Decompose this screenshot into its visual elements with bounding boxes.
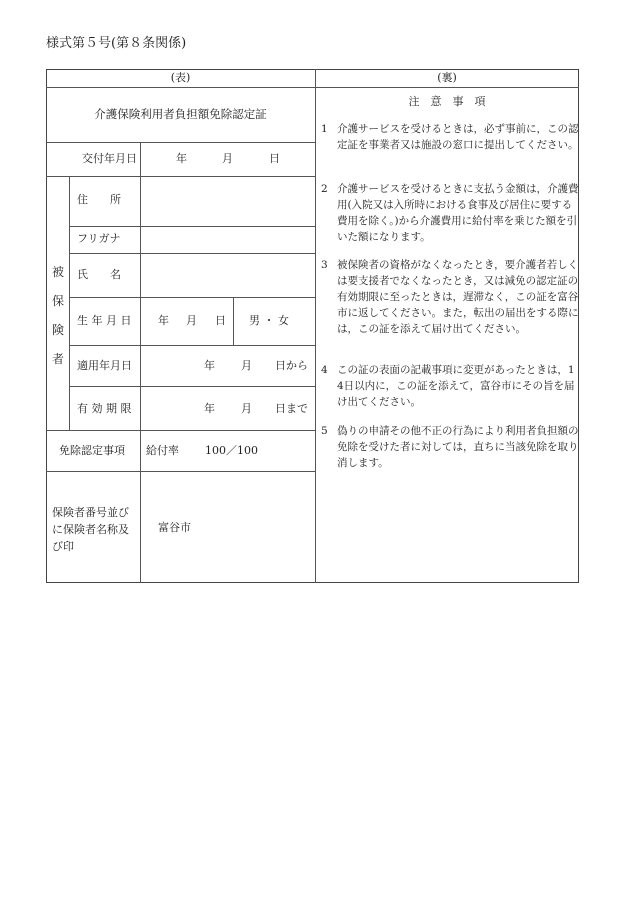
birth-date-label: 生 年 月 日 — [77, 314, 132, 327]
issue-day-unit: 日 — [269, 152, 280, 165]
front-header: (表) — [170, 71, 191, 84]
title-underline — [46, 142, 315, 143]
issue-date-underline — [46, 176, 315, 177]
address-underline — [69, 226, 315, 227]
note-text: 偽りの申請その他不正の行為により利用者負担額の免除を受けた者に対しては，直ちに当該免除を取り消します。 — [337, 425, 579, 469]
benefit-rate-value: 100／100 — [205, 444, 258, 457]
note-item — [321, 423, 579, 471]
note-item — [321, 181, 579, 245]
note-number: 5 — [321, 425, 328, 437]
address-label: 住 所 — [77, 193, 121, 206]
note-text: 介護サービスを受けるときは，必ず事前に，この認定証を事業者又は施設の窓口に提出してください。 — [337, 123, 579, 151]
certificate-title: 介護保険利用者負担額免除認定証 — [94, 107, 267, 121]
exemption-label: 免除認定事項 — [59, 444, 125, 457]
birth-underline — [69, 345, 315, 346]
header-underline — [46, 87, 579, 88]
name-label: 氏 名 — [77, 268, 121, 281]
note-text: 介護サービスを受けるときに支払う金額は，介護費用(入院又は入所時における食事及び居住に要する費用を除く。)から介護費用に給付率を乗じた額を引いた額になります。 — [337, 183, 579, 243]
birth-day-unit: 日 — [215, 314, 226, 327]
form-caption: 様式第５号(第８条関係) — [46, 36, 187, 51]
furigana-label: フリガナ — [77, 232, 121, 245]
valid-year-unit: 年 — [204, 402, 215, 415]
apply-year-unit: 年 — [204, 359, 215, 372]
back-header: (裏) — [437, 71, 457, 84]
apply-month-unit: 月 — [241, 359, 252, 372]
notes-title: 注 意 事 項 — [408, 95, 486, 108]
label-column-divider — [140, 142, 141, 583]
apply-underline — [69, 386, 315, 387]
valid-period-label: 有 効 期 限 — [77, 402, 132, 415]
benefit-rate-label: 給付率 — [146, 444, 179, 457]
birth-gender-divider — [233, 297, 234, 345]
note-item — [321, 257, 579, 337]
valid-underline — [46, 430, 315, 431]
note-number: 4 — [321, 364, 328, 376]
issue-month-unit: 月 — [222, 152, 233, 165]
apply-day-suffix: 日から — [275, 359, 308, 372]
exemption-underline — [46, 471, 315, 472]
note-item — [321, 121, 579, 153]
valid-day-suffix: 日まで — [275, 402, 308, 415]
note-number: 1 — [321, 123, 328, 135]
insurer-name: 富谷市 — [158, 521, 191, 534]
apply-date-label: 適用年月日 — [77, 359, 132, 372]
note-text: 被保険者の資格がなくなったとき，要介護者若しくは要支援者でなくなったとき，又は減免の認定証の有効期限に至ったときは，遅滞なく，この証を富谷市に返してください。また，転出の届出をする際には，この証を添えて届け出てください。 — [337, 259, 579, 335]
gender-field: 男 ・ 女 — [249, 314, 289, 327]
birth-year-unit: 年 — [158, 314, 169, 327]
center-divider — [315, 69, 316, 583]
note-text: この証の表面の記載事項に変更があったときは，14日以内に，この証を添えて，富谷市にその旨を届け出てください。 — [337, 364, 575, 408]
insured-person-label: 被 保 険 者 — [51, 265, 64, 366]
birth-month-unit: 月 — [186, 314, 197, 327]
issue-year-unit: 年 — [176, 152, 187, 165]
note-number: 3 — [321, 259, 328, 271]
furigana-underline — [69, 253, 315, 254]
note-item — [321, 362, 579, 410]
insurer-label: 保険者番号並び に保険者名称及 び印 — [52, 506, 129, 553]
name-underline — [69, 297, 315, 298]
issue-date-label: 交付年月日 — [82, 152, 137, 165]
valid-month-unit: 月 — [241, 402, 252, 415]
note-number: 2 — [321, 183, 328, 195]
